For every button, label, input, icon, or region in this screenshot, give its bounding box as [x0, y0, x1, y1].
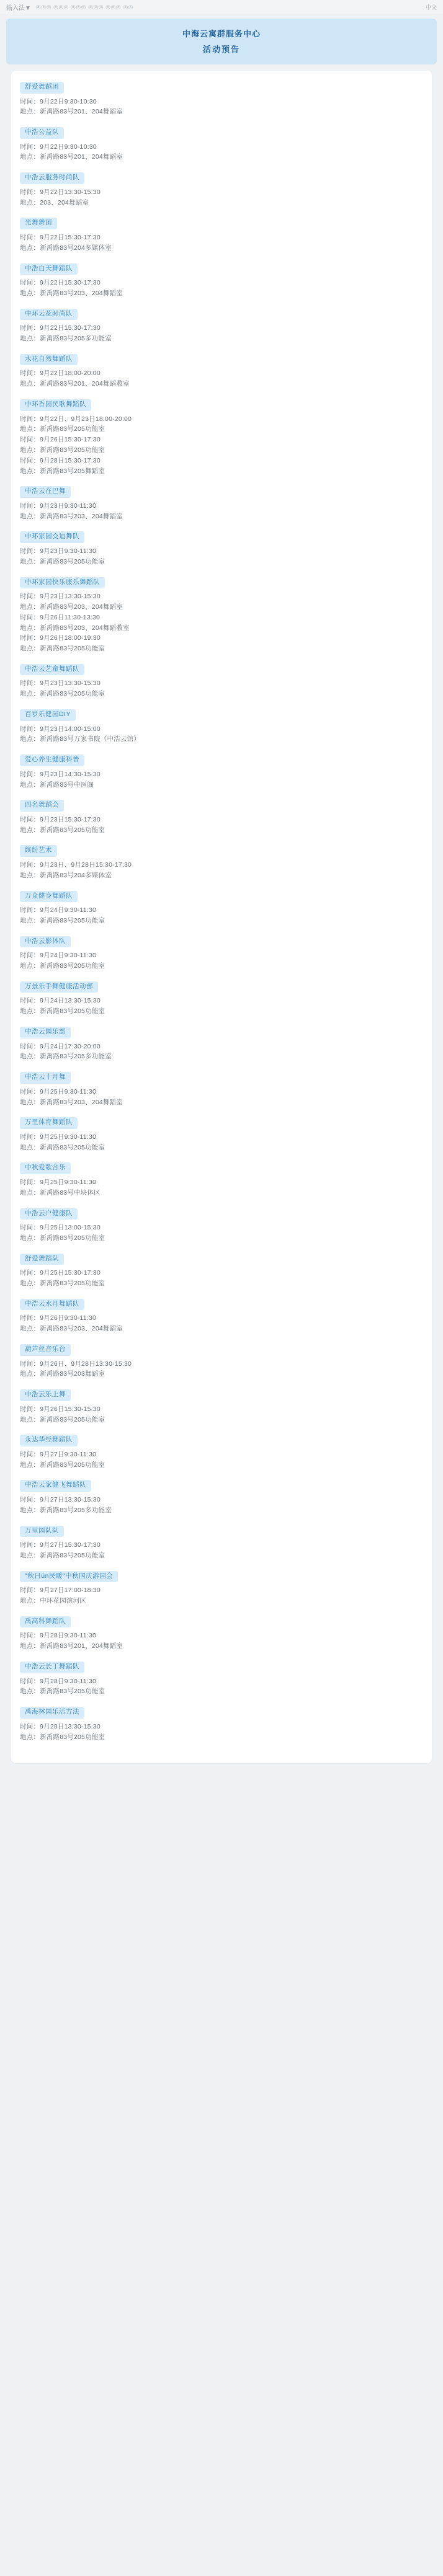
activity-group-tag[interactable]: 百岁乐健园DIY — [20, 709, 76, 721]
activity-time-line: 时间：9月25日9:30-11:30 — [20, 1179, 97, 1187]
activity-group-tag[interactable]: 舒爱舞蹈队 — [20, 1254, 64, 1265]
activity-time-line: 时间：9月24日13:30-15:30 — [20, 997, 101, 1005]
activity-time-line: 时间：9月22日15:30-17:30 — [20, 233, 101, 241]
activity-group-tag[interactable]: 中秋爱歌合乐 — [20, 1162, 71, 1174]
activity-place-line: 地点：新禹路83号万家书院（中浩云馆） — [20, 735, 140, 743]
activity-time-line: 时间：9月23日13:30-15:30 — [20, 679, 101, 688]
activity-group-tag[interactable]: 万里园队队 — [20, 1526, 64, 1538]
activity-place-line: 地点：新禹路83号205多功能室 — [20, 1506, 112, 1514]
activity-group-tag[interactable]: 万众健身舞蹈队 — [20, 891, 78, 903]
activity-place-line: 地点：新禹路83号205功能室 — [20, 690, 105, 698]
activity-entry — [20, 890, 423, 926]
activity-entry — [20, 708, 423, 745]
status-bar-input-method: 输入法▼ — [6, 4, 31, 12]
activity-place-line: 地点：203、204舞蹈室 — [20, 198, 89, 206]
activity-group-tag[interactable]: 中浩云园乐部 — [20, 1027, 71, 1038]
activity-entry — [20, 980, 423, 1017]
activity-place-line: 地点：新禹路83号205功能室 — [20, 446, 105, 454]
activity-place-line: 地点：新禹路83号204多媒体室 — [20, 871, 112, 879]
activity-time-line: 时间：9月26日9:30-11:30 — [20, 1314, 97, 1322]
activity-place-line: 地点：新禹路83号中医阁 — [20, 781, 94, 789]
activity-time-line: 时间：9月28日15:30-17:30 — [20, 456, 101, 464]
activity-place-line: 地点：新禹路83号205功能室 — [20, 1143, 105, 1151]
activity-place-line: 地点：新禹路83号203舞蹈室 — [20, 1370, 105, 1378]
activity-place-line: 地点：新禹路83号中块体区 — [20, 1188, 101, 1197]
activity-entry — [20, 126, 423, 162]
activity-place-line: 地点：新禹路83号205功能室 — [20, 1234, 105, 1242]
activity-group-tag[interactable]: 中浩公益队 — [20, 127, 64, 139]
activity-time-line: 时间：9月24日9:30-11:30 — [20, 952, 97, 960]
activity-place-line: 地点：新禹路83号205功能室 — [20, 962, 105, 970]
activity-place-line: 地点：新禹路83号205功能室 — [20, 645, 105, 653]
activity-time-line: 时间：9月26日15:30-15:30 — [20, 1405, 101, 1413]
activity-time-line: 时间：9月22日18:00-20:00 — [20, 370, 101, 378]
activity-place-line: 地点：新禹路83号205功能室 — [20, 1007, 105, 1016]
activity-entry — [20, 1025, 423, 1062]
activity-entry — [20, 799, 423, 835]
activity-place-line: 地点：新禹路83号204多媒体室 — [20, 244, 112, 252]
activity-entry — [20, 1071, 423, 1107]
activity-time-line: 时间：9月27日13:30-15:30 — [20, 1496, 101, 1503]
banner-org-name: 中海云寓群服务中心 — [182, 29, 261, 38]
activity-entry — [20, 1615, 423, 1652]
activity-group-tag[interactable]: 中浩云在巴舞 — [20, 486, 71, 498]
activity-time-line: 时间：9月26日15:30-17:30 — [20, 436, 101, 444]
activity-entry — [20, 1161, 423, 1198]
activity-group-tag[interactable]: 中浩云乐上舞 — [20, 1389, 71, 1401]
activity-entry — [20, 353, 423, 389]
activity-entry — [20, 398, 423, 476]
activity-place-line: 地点：新禹路83号203、204舞蹈教室 — [20, 624, 130, 632]
activity-entry — [20, 216, 423, 253]
activity-time-line: 时间：9月23日15:30-17:30 — [20, 815, 101, 823]
activity-group-tag[interactable]: 禹高科舞蹈队 — [20, 1616, 71, 1628]
activity-place-line: 地点：新禹路83号203、204舞蹈室 — [20, 1098, 123, 1106]
activity-group-tag[interactable]: "秋日ún民暖"中秋国庆游园会 — [20, 1571, 118, 1583]
activity-time-line: 时间：9月24日9:30-11:30 — [20, 906, 97, 914]
activity-group-tag[interactable]: 中浩云影体队 — [20, 936, 71, 948]
activity-group-tag[interactable]: 永达华经舞蹈队 — [20, 1435, 78, 1446]
activity-entry — [20, 1433, 423, 1470]
activity-group-tag[interactable]: 中浩云户健康队 — [20, 1208, 78, 1220]
status-bar-middle-text: ◎◎◎ ◎◎◎ ◎◎◎ ◎◎◎ ◎◎◎ ◎◎ — [35, 3, 133, 10]
activity-time-line: 时间：9月28日13:30-15:30 — [20, 1722, 101, 1730]
activity-group-tag[interactable]: 中浩白天舞蹈队 — [20, 263, 78, 275]
activity-entry — [20, 935, 423, 972]
activity-entry — [20, 1207, 423, 1244]
activity-entry — [20, 1252, 423, 1289]
activity-time-line: 时间：9月23日9:30-11:30 — [20, 547, 97, 555]
activity-place-line: 地点：新禹路83号205功能室 — [20, 1688, 105, 1696]
activity-place-line: 地点：新禹路83号201、204舞蹈室 — [20, 108, 123, 116]
activity-time-line: 时间：9月26日、9月28日13:30-15:30 — [20, 1360, 132, 1368]
activity-time-line: 时间：9月23日9:30-11:30 — [20, 502, 97, 510]
activity-group-tag[interactable]: 中浩云艺童舞蹈队 — [20, 664, 84, 676]
activity-group-tag[interactable]: 中浩云水月舞蹈队 — [20, 1299, 84, 1311]
activity-time-line: 时间：9月26日18:00-19:30 — [20, 634, 101, 642]
activity-time-line: 时间：9月25日13:00-15:30 — [20, 1224, 101, 1232]
activity-group-tag[interactable]: 中环云花时尚队 — [20, 309, 78, 321]
activity-place-line: 地点：新禹路83号205功能室 — [20, 826, 105, 834]
activity-time-line: 时间：9月22日、9月23日18:00-20:00 — [20, 415, 132, 423]
activity-time-line: 时间：9月26日11:30-13:30 — [20, 613, 101, 621]
activity-entry — [20, 171, 423, 208]
activity-entry — [20, 81, 423, 117]
activity-list — [20, 81, 423, 1742]
activity-group-tag[interactable]: 四名舞蹈会 — [20, 800, 64, 812]
activity-entry — [20, 1116, 423, 1153]
activity-group-tag[interactable]: 禹海林园乐活方法 — [20, 1707, 84, 1719]
activity-time-line: 时间：9月23日13:30-15:30 — [20, 593, 101, 601]
activity-entry — [20, 1525, 423, 1561]
activity-entry — [20, 844, 423, 880]
activity-place-line: 地点：新禹路83号205功能室 — [20, 1280, 105, 1288]
activity-group-tag[interactable]: 舒爱舞蹈团 — [20, 82, 64, 94]
activity-entry — [20, 485, 423, 521]
activity-place-line: 地点：新禹路83号205功能室 — [20, 1551, 105, 1559]
status-bar-language: 中文 — [425, 4, 437, 11]
activity-time-line: 时间：9月22日13:30-15:30 — [20, 188, 101, 196]
activity-group-tag[interactable]: 爱心养生健康科普 — [20, 755, 84, 766]
activity-entry — [20, 530, 423, 567]
activity-time-line: 时间：9月27日9:30-11:30 — [20, 1450, 97, 1458]
activity-place-line: 地点：新禹路83号201、204舞蹈室 — [20, 153, 123, 161]
activity-time-line: 时间：9月25日9:30-11:30 — [20, 1133, 97, 1141]
activity-time-line: 时间：9月25日9:30-11:30 — [20, 1087, 97, 1095]
activity-time-line: 时间：9月22日9:30-10:30 — [20, 97, 97, 105]
activity-time-line: 时间：9月28日9:30-11:30 — [20, 1632, 97, 1640]
activity-group-tag[interactable]: 缤纷艺术 — [20, 845, 57, 857]
activity-group-tag[interactable]: 中环香园民歌舞蹈队 — [20, 399, 91, 411]
activity-entry — [20, 308, 423, 344]
activity-entry — [20, 1388, 423, 1425]
page-header-banner — [6, 19, 437, 64]
activity-place-line: 地点：新禹路83号201、204舞蹈教室 — [20, 380, 130, 388]
activity-group-tag[interactable]: 葫芦丝音乐台 — [20, 1344, 71, 1356]
activity-time-line: 时间：9月28日9:30-11:30 — [20, 1677, 97, 1685]
activity-list-card — [11, 71, 432, 1763]
activity-place-line: 地点：中环花园滨河区 — [20, 1597, 86, 1605]
activity-place-line: 地点：新禹路83号205功能室 — [20, 1733, 105, 1741]
activity-place-line: 地点：新禹路83号205舞蹈室 — [20, 467, 105, 475]
activity-entry — [20, 1706, 423, 1742]
activity-place-line: 地点：新禹路83号205功能室 — [20, 1415, 105, 1423]
activity-time-line: 时间：9月27日17:00-18:30 — [20, 1587, 101, 1595]
activity-time-line: 时间：9月22日15:30-17:30 — [20, 279, 101, 287]
activity-place-line: 地点：新禹路83号203、204舞蹈室 — [20, 603, 123, 611]
activity-entry — [20, 1343, 423, 1379]
activity-place-line: 地点：新禹路83号203、204舞蹈室 — [20, 289, 123, 297]
activity-group-tag[interactable]: 中环家园交谊舞队 — [20, 531, 84, 543]
activity-group-tag[interactable]: 万景乐手舞健康活动部 — [20, 981, 98, 993]
activity-time-line: 时间：9月23日、9月28日15:30-17:30 — [20, 861, 132, 869]
activity-time-line: 时间：9月27日15:30-17:30 — [20, 1541, 101, 1549]
activity-entry — [20, 663, 423, 699]
activity-place-line: 地点：新禹路83号203、204舞蹈室 — [20, 1325, 123, 1333]
activity-entry — [20, 1479, 423, 1515]
activity-group-tag[interactable]: 中浩云家健飞舞蹈队 — [20, 1480, 91, 1492]
activity-place-line: 地点：新禹路83号205功能室 — [20, 1461, 105, 1469]
activity-group-tag[interactable]: 万里体育舞蹈队 — [20, 1117, 78, 1129]
activity-entry — [20, 576, 423, 654]
activity-entry — [20, 1660, 423, 1697]
activity-time-line: 时间：9月22日9:30-10:30 — [20, 143, 97, 151]
activity-place-line: 地点：新禹路83号203、204舞蹈室 — [20, 512, 123, 520]
activity-place-line: 地点：新禹路83号205多功能室 — [20, 335, 112, 343]
activity-time-line: 时间：9月24日17:30-20:00 — [20, 1042, 101, 1050]
activity-time-line: 时间：9月25日15:30-17:30 — [20, 1269, 101, 1277]
activity-place-line: 地点：新禹路83号205功能室 — [20, 916, 105, 924]
activity-group-tag[interactable]: 中浩云服务时尚队 — [20, 172, 84, 184]
activity-group-tag[interactable]: 中浩云十月舞 — [20, 1072, 71, 1084]
activity-time-line: 时间：9月23日14:00-15:00 — [20, 725, 101, 733]
activity-entry — [20, 753, 423, 790]
activity-place-line: 地点：新禹路83号205多功能室 — [20, 1053, 112, 1061]
status-bar — [0, 0, 443, 14]
activity-place-line: 地点：新禹路83号205功能室 — [20, 425, 105, 433]
activity-time-line: 时间：9月22日15:30-17:30 — [20, 324, 101, 332]
activity-time-line: 时间：9月23日14:30-15:30 — [20, 770, 101, 778]
activity-place-line: 地点：新禹路83号201、204舞蹈室 — [20, 1642, 123, 1650]
activity-entry — [20, 262, 423, 299]
activity-place-line: 地点：新禹路83号205功能室 — [20, 557, 105, 565]
banner-title: 活动预告 — [202, 45, 240, 54]
activity-entry — [20, 1570, 423, 1606]
activity-group-tag[interactable]: 中浩云长丁舞蹈队 — [20, 1662, 84, 1673]
activity-group-tag[interactable]: 水花自然舞蹈队 — [20, 354, 78, 366]
activity-group-tag[interactable]: 中环家园快乐康乐舞蹈队 — [20, 577, 105, 589]
activity-entry — [20, 1298, 423, 1334]
activity-group-tag[interactable]: 光舞舞团 — [20, 218, 57, 229]
